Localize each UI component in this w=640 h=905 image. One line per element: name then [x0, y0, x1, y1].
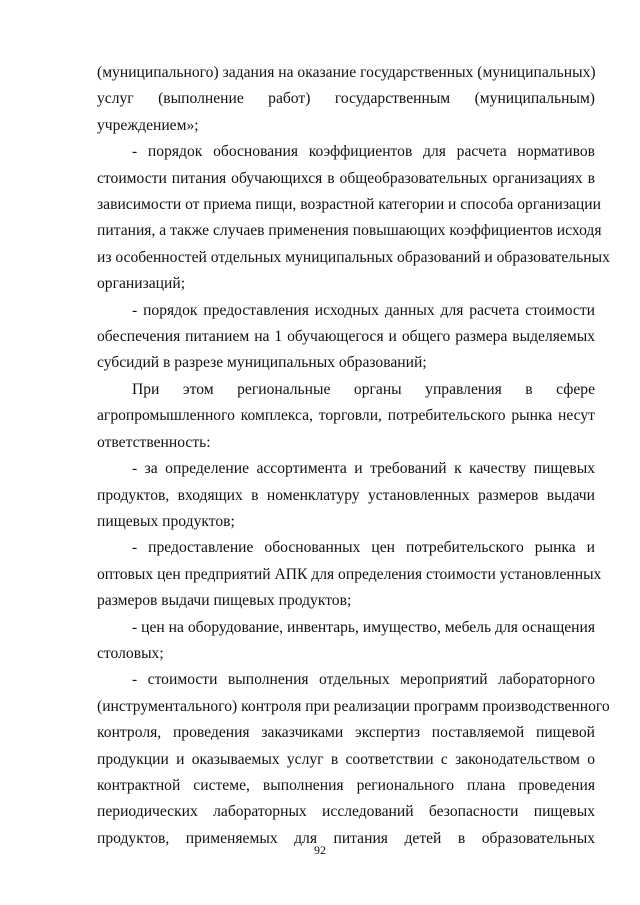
text-line: организаций;	[97, 275, 186, 293]
text-line: обеспечения питанием на 1 обучающегося и общего размера выделяемых	[97, 328, 595, 346]
document-page	[97, 60, 610, 852]
text-line: столовых;	[97, 644, 164, 662]
text-line: субсидий в разрезе муниципальных образований;	[97, 354, 427, 372]
page-number: 92	[314, 843, 326, 857]
text-line: контроля, проведения заказчиками экспертиз поставляемой пищевой	[97, 724, 595, 742]
text-line: из особенностей отдельных муниципальных образований и образовательных	[97, 248, 610, 266]
text-line: агропромышленного комплекса, торговли, потребительского рынка несут	[97, 407, 595, 425]
text-line: - цен на оборудование, инвентарь, имущество, мебель для оснащения	[132, 618, 595, 636]
text-line: учреждением»;	[97, 116, 199, 134]
text-line: (инструментального) контроля при реализации программ производственного	[97, 697, 610, 715]
text-line: - порядок обоснования коэффициентов для расчета нормативов	[132, 143, 595, 161]
text-line: продуктов, применяемых для питания детей в образовательных	[97, 829, 595, 847]
text-line: питания, а также случаев применения повышающих коэффициентов исходя	[97, 222, 602, 240]
text-line: - порядок предоставления исходных данных для расчета стоимости	[132, 301, 595, 319]
text-line: услуг (выполнение работ) государственным (муниципальным)	[97, 90, 595, 108]
text-line: ответственность:	[97, 433, 211, 451]
text-line: - за определение ассортимента и требований к качеству пищевых	[132, 460, 595, 478]
text-line: (муниципального) задания на оказание государственных (муниципальных)	[97, 64, 596, 81]
text-line: размеров выдачи пищевых продуктов;	[97, 592, 352, 610]
text-line: контрактной системе, выполнения регионального плана проведения	[97, 776, 595, 794]
text-line: - стоимости выполнения отдельных мероприятий лабораторного	[132, 671, 595, 689]
text-line: продукции и оказываемых услуг в соответствии с законодательством о	[97, 750, 595, 768]
text-line: При этом региональные органы управления в сфере	[132, 380, 595, 398]
text-line: зависимости от приема пищи, возрастной категории и способа организации	[97, 196, 601, 214]
text-line: продуктов, входящих в номенклатуру установленных размеров выдачи	[97, 486, 595, 504]
text-line: пищевых продуктов;	[97, 512, 235, 530]
text-line: оптовых цен предприятий АПК для определения стоимости установленных	[97, 565, 602, 583]
text-line: стоимости питания обучающихся в общеобразовательных организациях в	[97, 169, 595, 187]
text-line: периодических лабораторных исследований безопасности пищевых	[97, 803, 595, 821]
text-line: - предоставление обоснованных цен потребительского рынка и	[132, 539, 595, 557]
